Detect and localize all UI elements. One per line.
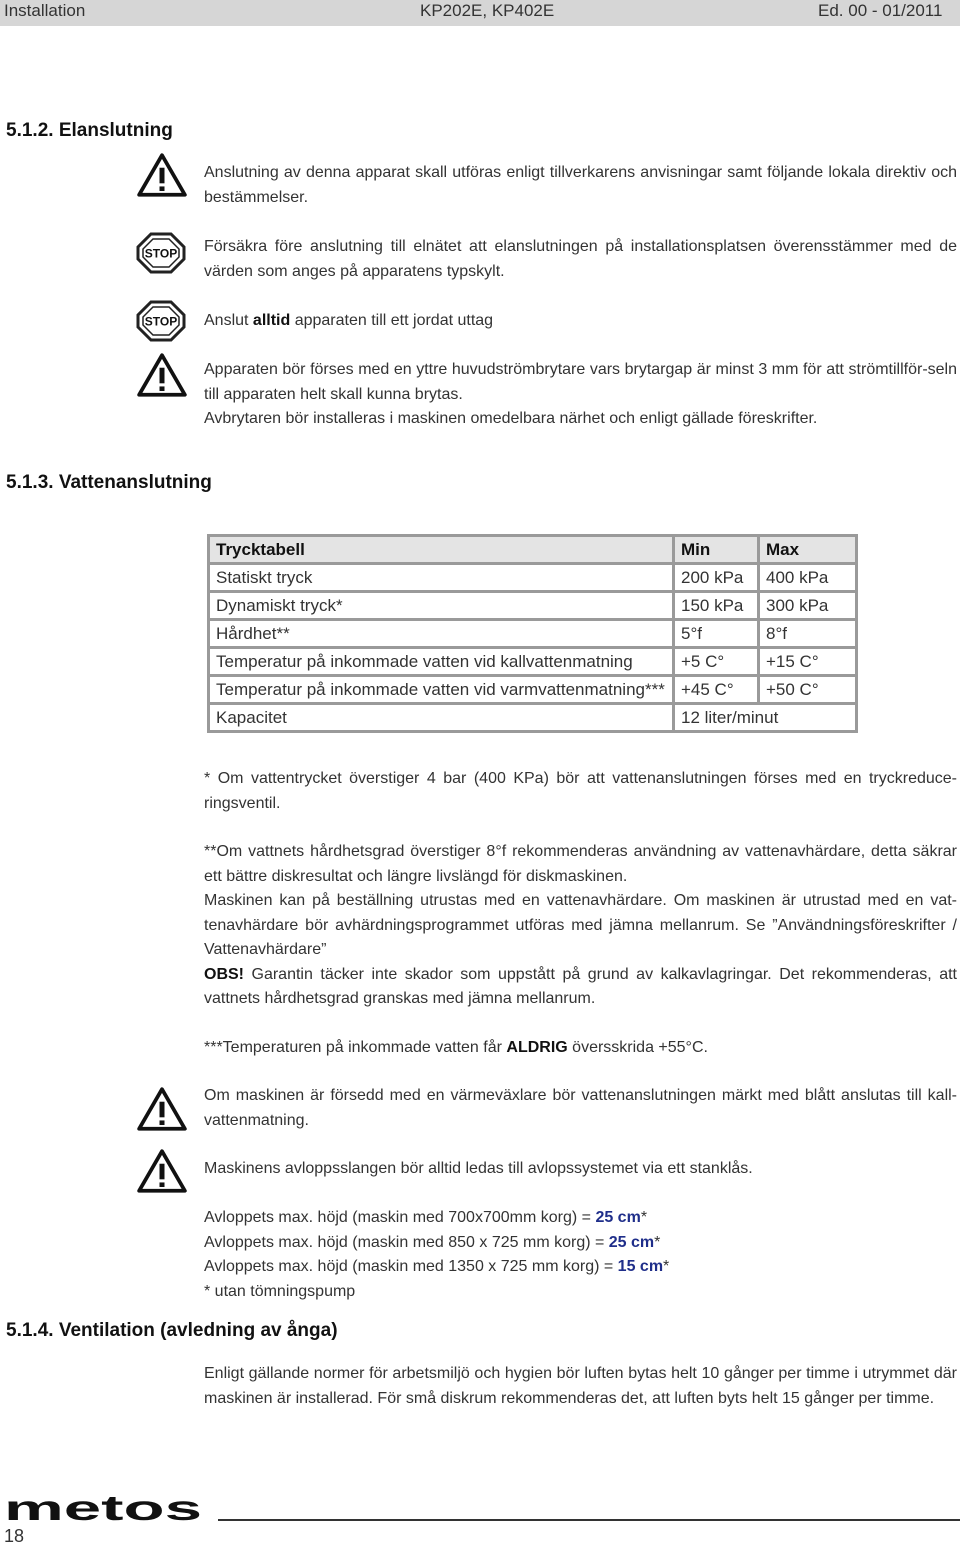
page-number: 18 xyxy=(4,1526,25,1546)
table-cell: Kapacitet xyxy=(209,704,674,732)
table-cell: +5 C° xyxy=(674,648,759,676)
table-cell: 400 kPa xyxy=(759,564,857,592)
note-water-hardness: **Om vattnets hårdhetsgrad överstiger 8°f rekommenderas användning av vattenavhärdare, detta säkrar ett bättre diskresultat och längre livslängd för diskmaskinen. Maskinen kan på beställning utrustas med en vattenavhärdare. Om maskinen är utrustad med en vat-tenavhärdare bör avhärdningsprogrammet utföras med jämna mellanrum. Se ”Användningsföreskrifter / Vattenavhärdare” OBS! Garantin täcker inte skador som uppstått på grund av kalkavlagringar. Det rekommenderas, att vattnets hårdhetsgrad granskas med jämna mellanrum. xyxy=(204,843,957,1007)
list-item: Avloppets max. höjd (maskin med 700x700mm korg) = 25 cm* xyxy=(204,1209,648,1226)
table-cell: 12 liter/minut xyxy=(674,704,857,732)
warning-icon xyxy=(136,1148,188,1194)
column-header: Trycktabell xyxy=(209,536,674,564)
table-row xyxy=(209,648,857,676)
table-row xyxy=(209,676,857,704)
table-cell: +15 C° xyxy=(759,648,857,676)
table-cell: Statiskt tryck xyxy=(209,564,674,592)
table-cell: Temperatur på inkommade vatten vid varmvattenmatning*** xyxy=(209,676,674,704)
header-edition: Ed. 00 - 01/2011 xyxy=(818,1,943,20)
table-row xyxy=(209,564,857,592)
note-max-temperature: ***Temperaturen på inkommade vatten får ALDRIG översskrida +55°C. xyxy=(204,1039,708,1056)
note-pressure-reducer: * Om vattentrycket överstiger 4 bar (400 KPa) bör att vattenanslutningen förses med en tryckreduce-ringsventil. xyxy=(204,770,957,812)
table-cell: +45 C° xyxy=(674,676,759,704)
drain-height-list xyxy=(204,1206,957,1304)
paragraph-main-switch: Apparaten bör förses med en yttre huvudströmbrytare vars brytargap är minst 3 mm för att strömtillför-seln till apparaten helt skall kunna brytas. Avbrytaren bör installeras i maskinen omedelbara närhet och enligt gällade föreskrifter. xyxy=(204,361,957,427)
table-row xyxy=(209,620,857,648)
list-item: Avloppets max. höjd (maskin med 1350 x 725 mm korg) = 15 cm* xyxy=(204,1258,670,1275)
header-model: KP202E, KP402E xyxy=(420,1,555,20)
list-item: * utan tömningspump xyxy=(204,1282,356,1300)
table-cell: 300 kPa xyxy=(759,592,857,620)
paragraph-connection-directive: Anslutning av denna apparat skall utföras enligt tillverkarens anvisningar samt följande lokala direktiv och bestämmelser. xyxy=(204,164,957,206)
footer-rule xyxy=(218,1519,960,1521)
table-cell: 150 kPa xyxy=(674,592,759,620)
table-cell: 8°f xyxy=(759,620,857,648)
header-section: Installation xyxy=(4,1,86,20)
stop-icon xyxy=(136,300,186,342)
paragraph-heat-exchanger: Om maskinen är försedd med en värmeväxlare bör vattenanslutningen märkt med blått anslutas till kall-vattenmatning. xyxy=(204,1087,957,1129)
svg-text:metos: metos xyxy=(4,1496,202,1522)
stop-icon xyxy=(136,232,186,274)
section-title-ventilation: 5.1.4. Ventilation (avledning av ånga) xyxy=(6,1320,338,1341)
section-title-elanslutning: 5.1.2. Elanslutning xyxy=(6,120,173,141)
table-cell: Dynamiskt tryck* xyxy=(209,592,674,620)
paragraph-voltage-check: Försäkra före anslutning till elnätet att elanslutningen på installationsplatsen överensstämmer med de värden som anges på apparatens typskylt. xyxy=(204,238,957,280)
paragraph-grounded-outlet: Anslut alltid apparaten till ett jordat uttag xyxy=(204,312,494,329)
emphasis-aldrig: ALDRIG xyxy=(506,1039,568,1056)
column-header: Max xyxy=(759,536,857,564)
obs-label: OBS! xyxy=(204,965,244,983)
table-row xyxy=(209,704,857,732)
list-item: Avloppets max. höjd (maskin med 850 x 725 mm korg) = 25 cm* xyxy=(204,1233,661,1251)
table-cell: 5°f xyxy=(674,620,759,648)
column-header: Min xyxy=(674,536,759,564)
table-cell: Hårdhet** xyxy=(209,620,674,648)
paragraph-drain-hose: Maskinens avloppsslangen bör alltid ledas till avlopssystemet via ett stanklås. xyxy=(204,1160,753,1177)
warning-icon xyxy=(136,152,188,198)
section-title-vattenanslutning: 5.1.3. Vattenanslutning xyxy=(6,472,212,493)
paragraph-ventilation: Enligt gällande normer för arbetsmiljö och hygien bör luften bytas helt 10 gånger per timme i utrymmet där maskinen är installerad. För små diskrum rekommenderas det, att luften byts helt 15 gånger per timme. xyxy=(204,1365,957,1407)
emphasis-alltid: alltid xyxy=(252,312,291,329)
page-header xyxy=(0,0,960,26)
pressure-table xyxy=(207,534,858,733)
warning-icon xyxy=(136,1086,188,1132)
table-header-row xyxy=(209,536,857,564)
table-cell: 200 kPa xyxy=(674,564,759,592)
metos-logo xyxy=(4,1496,204,1522)
table-row xyxy=(209,592,857,620)
warning-icon xyxy=(136,352,188,398)
table-cell: Temperatur på inkommade vatten vid kallvattenmatning xyxy=(209,648,674,676)
table-cell: +50 C° xyxy=(759,676,857,704)
